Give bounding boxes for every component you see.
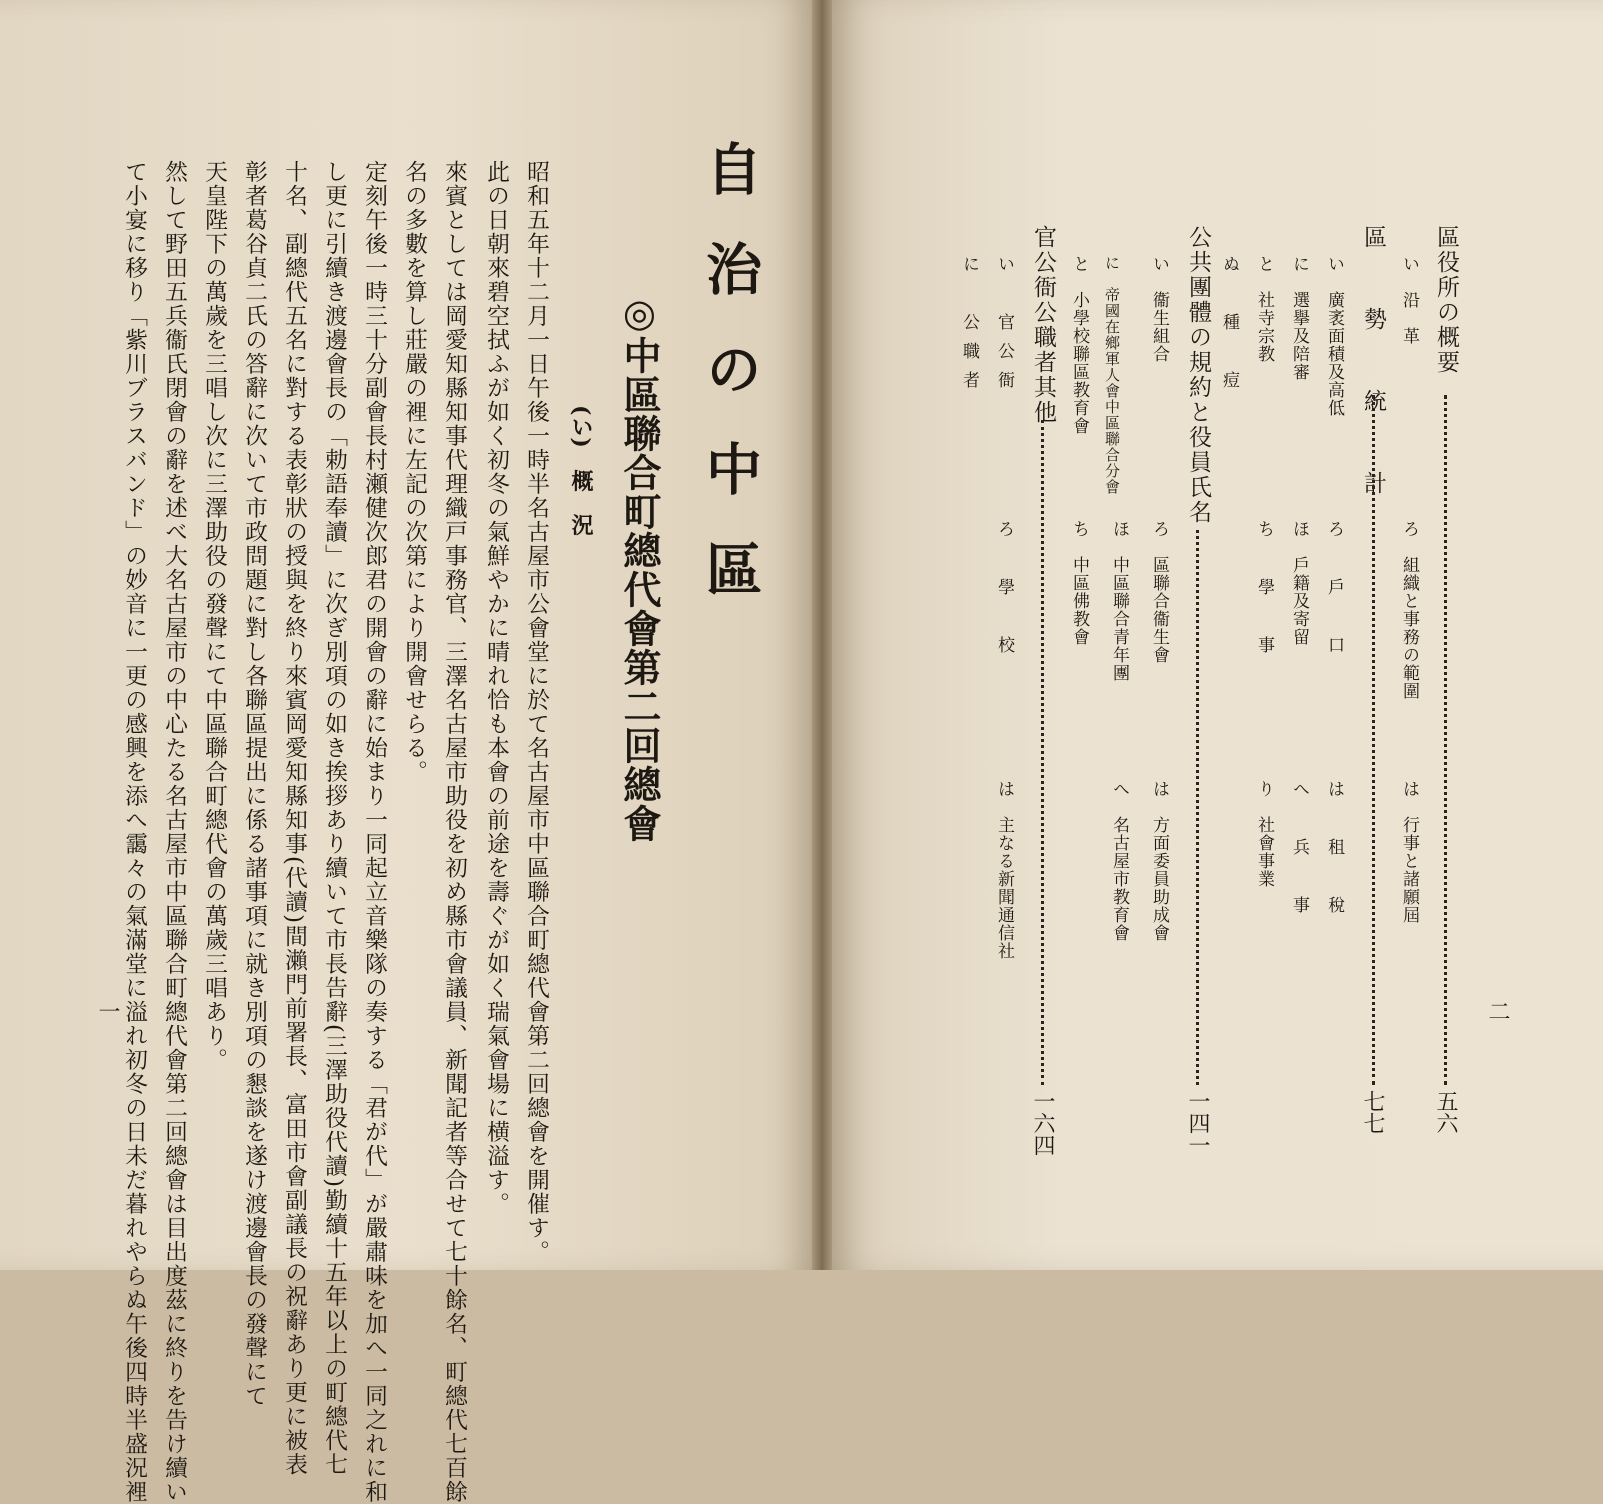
page-number: 一 (95, 1000, 120, 1022)
section-title: 自治の中區 (697, 140, 763, 640)
toc-item: と 小學校聯區教育會 (1069, 255, 1089, 435)
toc-item: は 行事と諸願屆 (1399, 780, 1419, 924)
toc-item: と 社寺宗教 (1254, 255, 1274, 363)
toc-item: へ 兵 事 (1289, 780, 1309, 925)
toc-item: ち 學 事 (1254, 520, 1274, 665)
body-line: 彰者葛谷貞二氏の答辭に次いて市政問題に對し各聯區提出に係る諸事項に就き別項の懇談を遂け渡邊會長の發聲にて (241, 160, 267, 1408)
toc-item: は 方面委員助成會 (1149, 780, 1169, 942)
toc-item: は 主なる新聞通信社 (994, 780, 1014, 960)
subsection-label: (い) 概 況 (568, 405, 594, 536)
toc-item: ち 中區佛教會 (1069, 520, 1089, 646)
book-gutter (812, 0, 832, 1270)
toc-item: に 公職者 (959, 255, 979, 400)
right-page (832, 0, 1603, 1270)
toc-heading: 公共團體の規約と役員氏名 (1185, 225, 1211, 525)
toc-item: ぬ 種 痘 (1219, 255, 1239, 400)
toc-item: ほ 戶籍及寄留 (1289, 520, 1309, 646)
toc-item: ろ 組織と事務の範圍 (1399, 520, 1419, 700)
body-line: し更に引續き渡邊會長の「勅語奉讀」に次ぎ別項の如き挨拶あり續いて市長告辭(三澤助役代讀)勤續十五年以上の町總代七 (321, 160, 347, 1477)
toc-page-number: 一六四 (1030, 1090, 1055, 1156)
toc-page-number: 五六 (1433, 1090, 1458, 1134)
toc-item: ろ 區聯合衞生會 (1149, 520, 1169, 664)
body-line: 名の多數を算し莊嚴の裡に左記の次第により開會せらる。 (401, 160, 427, 784)
leader-dots (1196, 530, 1199, 1085)
leader-dots (1444, 395, 1447, 1085)
toc-item: い 衞生組合 (1149, 255, 1169, 363)
body-line: 天皇陛下の萬歲を三唱し次に三澤助役の發聲にて中區聯合町總代會の萬歲三唱あり。 (201, 160, 227, 1072)
toc-heading: 區役所の概要 (1433, 225, 1459, 375)
body-line: て小宴に移り「紫川ブラスバンド」の妙音に一更の感興を添へ靄々の氣滿堂に溢れ初冬の日未だ暮れやらぬ午後四時半盛況裡 (121, 160, 147, 1504)
page-number: 二 (1485, 1000, 1510, 1022)
toc-item: ろ 學 校 (994, 520, 1014, 665)
toc-item: い 廣袤面積及高低 (1324, 255, 1344, 417)
toc-item: り 社會事業 (1254, 780, 1274, 888)
toc-item: ろ 戶 口 (1324, 520, 1344, 665)
toc-heading: 官公衙公職者其他 (1030, 225, 1056, 425)
body-line: 然して野田五兵衞氏閉會の辭を述べ大名古屋市の中心たる名古屋市中區聯合町總代會第二回總會は目出度茲に終りを告け續い (161, 160, 187, 1504)
toc-item: は 租 稅 (1324, 780, 1344, 925)
body-line: 來賓としては岡愛知縣知事代理織戸事務官、三澤名古屋市助役を初め縣市會議員、新聞記者等合せて七十餘名、町總代七百餘 (441, 160, 467, 1504)
body-line: 昭和五年十二月一日午後一時半名古屋市公會堂に於て名古屋市中區聯合町總代會第二回總會を開催す。 (523, 160, 549, 1264)
bleed-through-text (565, 130, 651, 230)
toc-item: い 官公衙 (994, 255, 1014, 400)
body-line: 十名、副總代五名に對する表彰狀の授與を終り來賓岡愛知縣知事(代讀)間瀨門前署長、富田市會副議長の祝辭あり更に被表 (281, 160, 307, 1477)
toc-item: に 選擧及陪審 (1289, 255, 1309, 381)
toc-heading: 區 勢 統 計 (1360, 225, 1386, 512)
leader-dots (1041, 420, 1044, 1085)
toc-page-number: 一四一 (1185, 1090, 1210, 1156)
body-line: 定刻午後一時三十分副會長村瀬健次郎君の開會の辭に始まり一同起立音樂隊の奏する「君が代」が嚴肅味を加へ一同之れに和 (361, 160, 387, 1504)
toc-item: い 沿 革 (1399, 255, 1419, 345)
body-line: 此の日朝來碧空拭ふが如く初冬の氣鮮やかに晴れ恰も本會の前途を壽ぐが如く瑞氣會場に横溢す。 (483, 160, 509, 1216)
toc-page-number: 七七 (1360, 1090, 1385, 1134)
toc-item: ほ 中區聯合青年團 (1109, 520, 1129, 682)
article-heading: ◎中區聯合町總代會第二回總會 (617, 290, 662, 843)
toc-item: へ 名古屋市教育會 (1109, 780, 1129, 942)
leader-dots (1372, 395, 1375, 1085)
toc-item: に 帝國在鄉軍人會中區聯合分會 (1103, 255, 1121, 495)
